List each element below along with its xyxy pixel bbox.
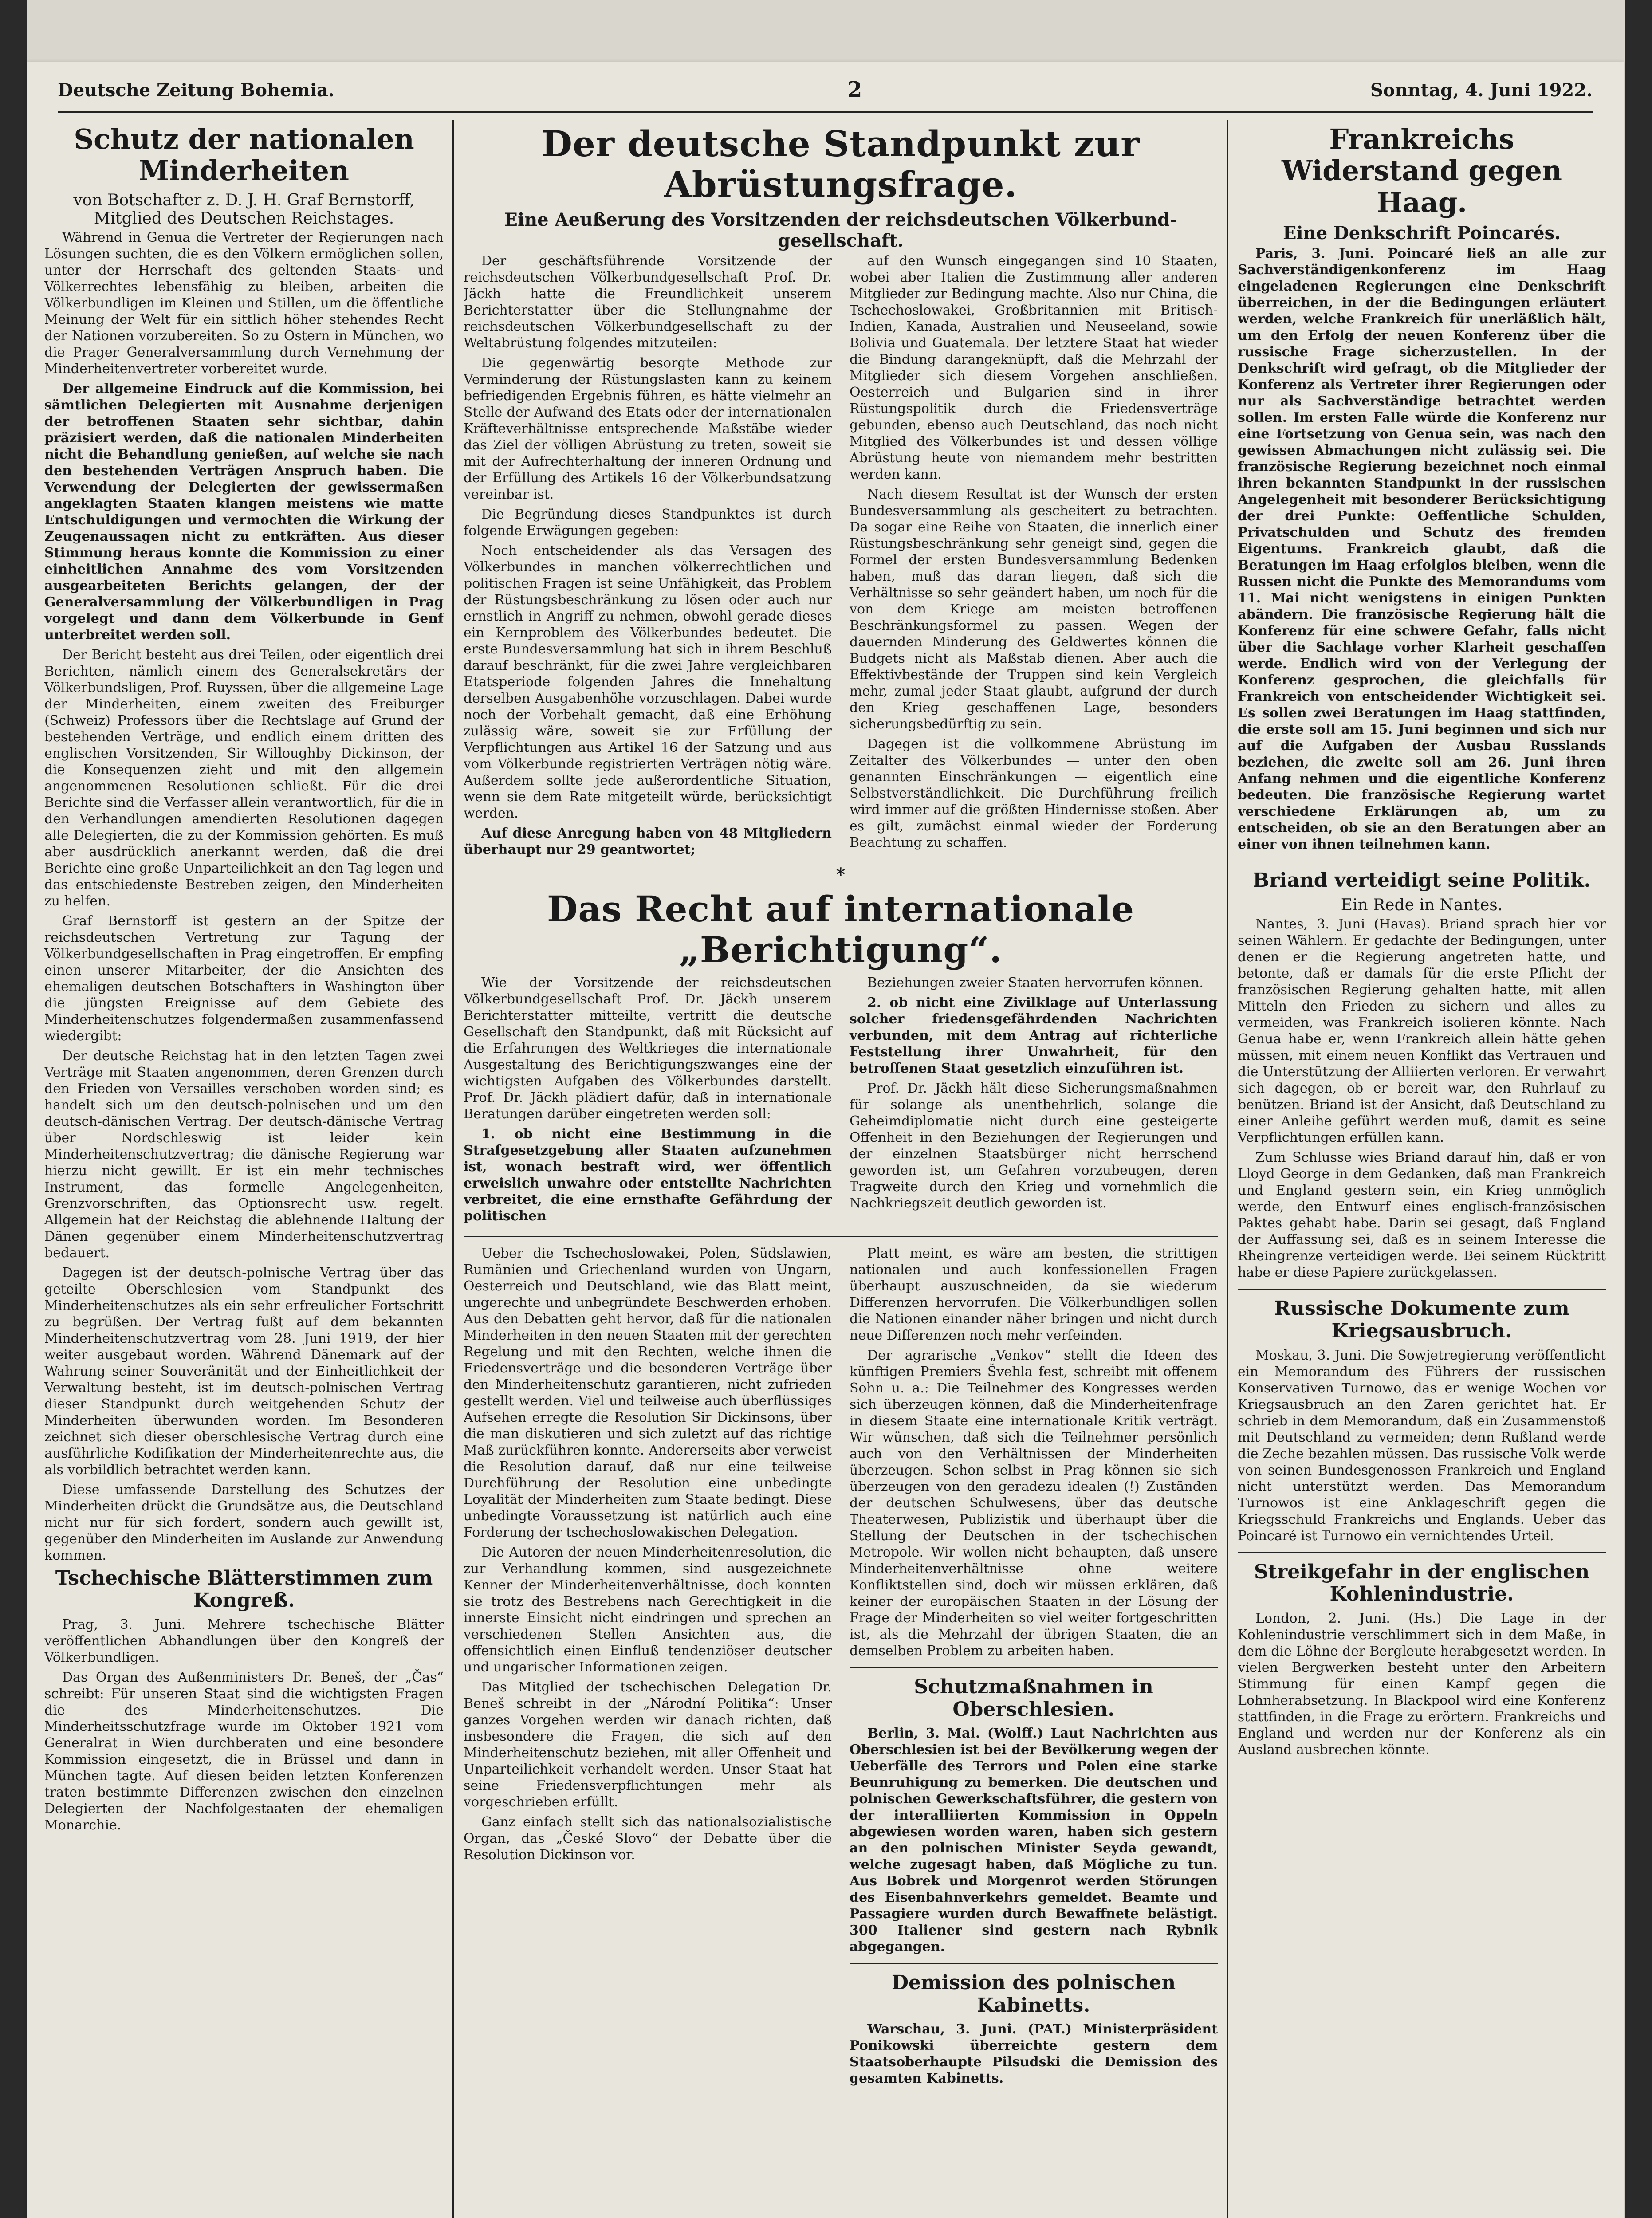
column-rule	[1227, 120, 1228, 2218]
disarmament-paragraph: Nach diesem Resultat ist der Wunsch der ersten Bundesversammlung als gescheitert zu betrachten. Da sogar eine Reihe von Staaten, die innerlich einer Rüstungsbeschränkung sehr geneigt sind, gegen die Formel der ersten Bundesversammlung Bedenken haben, muß das daran liegen, daß sich die Verhältnisse so sehr geändert haben, um noch für die von dem Kriege am meisten betroffenen Beschränkungsformel zu passen. Wegen der dauernden Minderung des Geldwertes können die Budgets nicht als Maßstab dienen. Aber auch die Effektivbestände der Truppen sind kein Vergleich mehr, zumal jeder Staat glaubt, aufgrund der durch den Krieg geschaffenen Lage, besonders sicherungsbedürftig zu sein.	[850, 487, 1218, 732]
czech-press-headline: Tschechische Blätterstimmen zum Kongreß.	[55, 1566, 433, 1612]
separator-star: *	[836, 864, 846, 885]
czech-press-continued	[464, 1245, 1218, 2090]
newspaper-page	[27, 62, 1624, 2218]
upper-silesia-paragraph: Berlin, 3. Mai. (Wolff.) Laut Nachrichten aus Oberschlesien ist bei der Bevölkerung wegen der Ueberfälle des Terrors und Polen eine starke Beunruhigung zu bemerken. Die deutschen und polnischen Gewerkschaftsführer, die gestern von der interalliierten Kommission in Oppeln abgewiesen worden waren, haben sich gestern an den polnischen Minister Seyda gewandt, welche zugesagt haben, daß Mögliche zu tun. Aus Bobrek und Morgenrot werden Störungen des Eisenbahnverkehrs gemeldet. Beamte und Passagiere wurden durch Bewaffnete belästigt. 300 Italiener sind gestern nach Rybnik abgegangen.	[850, 1726, 1218, 1955]
section-divider	[464, 1236, 1218, 1237]
disarmament-paragraph: Auf diese Anregung haben von 48 Mitgliedern überhaupt nur 29 geantwortet;	[464, 826, 832, 857]
minorities-byline: von Botschafter z. D. J. H. Graf Bernstorff, Mitglied des Deutschen Reichstages.	[73, 191, 415, 228]
minorities-paragraph: Der Bericht besteht aus drei Teilen, oder eigentlich drei Berichten, nämlich einem des Generalsekretärs der Völkerbundsligen, Prof. Ruyssen, über die allgemeine Lage der Minderheiten, einem zweiten des Freiburger (Schweiz) Professors über die Rechtslage auf Grund der bestehenden Verträge, und endlich einem dritten des englischen Vorsitzenden, Sir Willoughby Dickinson, der die Konsequenzen zieht und mit den allgemein angenommenen Resolutionen schließt. Für die drei Berichte sind die Verfasser allein verantwortlich, für die in den Verhandlungen amendierten Resolutionen dagegen alle Delegierten, die zu der Kommission gehörten. Es muß aber ausdrücklich anerkannt werden, daß die drei Berichte eine große Unparteilichkeit an den Tag legen und das entschiedenste Bestreben zeigen, den Minderheiten zu helfen.	[44, 647, 444, 909]
column-disarmament	[464, 120, 1218, 2218]
disarmament-paragraph: Der geschäftsführende Vorsitzende der reichsdeutschen Völkerbundgesellschaft Prof. Dr. Jäckh hatte die Freundlichkeit unserem Berichterstatter über die Stellungnahme der reichsdeutschen Völkerbundgesellschaft zu der Weltabrüstung folgendes mitzuteilen:	[464, 253, 832, 351]
disarmament-paragraph: Noch entscheidender als das Versagen des Völkerbundes in manchen völkerrechtlichen und politischen Fragen ist seine Unfähigkeit, das Problem der Rüstungsbeschränkung zu lösen oder auch nur ernstlich in Angriff zu nehmen, obwohl gerade dieses ein Kernproblem des Völkerbundes bedeutet. Die erste Bundesversammlung hat sich in ihrem Beschluß darauf beschränkt, für die zwei Jahre vergleichbaren Etatsperiode folgenden Jahres die Innehaltung derselben Ausgabenhöhe vorzuschlagen. Dabei wurde noch der Vorbehalt gemacht, daß eine Erhöhung zulässig wäre, soweit sie zur Erfüllung der Verpflichtungen aus Artikel 16 der Satzung und aus vom Völkerbunde registrierten Verträgen nötig wäre. Außerdem sollte jede außerordentliche Situation, wenn sie dem Rate mitgeteilt würde, berücksichtigt werden.	[464, 543, 832, 821]
czech-press-paragraph: Ueber die Tschechoslowakei, Polen, Südslawien, Rumänien und Griechenland wurden von Ungarn, Oesterreich und Deutschland, wie das Blatt meint, ungerechte und unbegründete Beschwerden erhoben. Aus den Debatten geht hervor, daß für die nationalen Minderheiten in den neuen Staaten mit der gerechten Regelung und mit den Rechten, welche ihnen die Friedensverträge und die besonderen Verträge über den Minderheitenschutz garantieren, nicht zufrieden gestellt werden. Viel und teilweise auch überflüssiges Aufsehen erregte die Resolution Sir Dickinsons, über die man diskutieren und sich zuletzt auf das richtige Maß zurückführen konnte. Andererseits aber verweist die Resolution darauf, daß nur eine teilweise Durchführung der Resolution eine unbedingte Loyalität der Minderheiten zum Staate bedingt. Diese unbedingte Voraussetzung ist natürlich auch eine Forderung der tschechoslowakischen Delegation.	[464, 1246, 832, 1540]
russia-paragraph: Moskau, 3. Juni. Die Sowjetregierung veröffentlicht ein Memorandum des Führers der russischen Konservativen Turnowo, das er wenige Wochen vor Kriegsausbruch an den Zaren gerichtet hat. Er schrieb in dem Memorandum, daß ein Zusammenstoß mit Deutschland zu vermeiden; denn Rußland werde die Zeche bezahlen müssen. Das russische Volk werde von seinen Bundesgenossen Frankreich und England nicht unterstützt werden. Das Memorandum Turnowos ist eine Anklageschrift gegen die Kriegsschuld Frankreichs und Englands. Ueber das Poincaré ist Turnowo ein vernichtendes Urteil.	[1238, 1347, 1606, 1544]
disarmament-paragraph: auf den Wunsch eingegangen sind 10 Staaten, wobei aber Italien die Zustimmung aller anderen Mitglieder zur Bedingung machte. Also nur China, die Tschechoslowakei, Großbritannien mit Britisch-Indien, Kanada, Australien und Neuseeland, sowie Bolivia und Guatemala. Der letztere Staat hat wieder die Bindung darangeknüpft, daß die Mehrzahl der Mitglieder sich diesem Vorgehen anschließen. Oesterreich und Bulgarien sind in ihrer Rüstungspolitik durch die Friedensverträge gebunden, ebenso auch Deutschland, das noch nicht Mitglied des Völkerbundes ist und dessen völlige Abrüstung heute von niemandem mehr bestritten werden kann.	[850, 253, 1218, 482]
disarmament-body	[464, 253, 1218, 861]
briand-headline: Briand verteidigt seine Politik.	[1253, 869, 1591, 892]
france-headline: Frankreichs Widerstand gegen Haag.	[1282, 123, 1562, 219]
upper-silesia-headline: Schutzmaßnahmen in Oberschlesien.	[914, 1675, 1153, 1721]
correction-paragraph: Beziehungen zweier Staaten hervorrufen können.	[867, 975, 1204, 991]
france-paragraph: Paris, 3. Juni. Poincaré ließ an alle zur Sachverständigenkonferenz im Haag eingeladenen Regierungen eine Denkschrift überreichen, in der die Bedingungen erläutert werden, welche Frankreich für unerläßlich hält, um den Erfolg der neuen Konferenz über die russische Frage sicherzustellen. In der Denkschrift wird gefragt, ob die Mitglieder der Konferenz als Vertreter ihrer Regierungen oder nur als Sachverständige betrachtet werden sollen. Im ersten Falle würde die Konferenz nur eine Fortsetzung von Genua sein, was nach den gewissen Abmachungen nicht zulässig sei. Die französische Regierung bezeichnet noch einmal ihren bekannten Standpunkt in der russischen Angelegenheit mit besonderer Berücksichtigung der drei Punkte: Oeffentliche Schulden, Privatschulden und Schutz des fremden Eigentums. Frankreich glaubt, daß die Beratungen im Haag erfolglos bleiben, wenn die Russen nicht die Punkte des Memorandums vom 11. Mai nicht wenigstens in einigen Punkten abändern. Die französische Regierung hält die Konferenz für eine schwere Gefahr, falls nicht über die Sachlage vorher Klarheit geschaffen werde. Endlich wird von der Verlegung der Konferenz gesprochen, die gleichfalls für Frankreich von entscheidender Wichtigkeit sei. Es sollen zwei Beratungen im Haag stattfinden, die erste soll am 15. Juni beginnen und sich nur auf die Aufgaben der Ausbau Russlands beziehen, die zweite soll am 26. Juni ihren Anfang nehmen und die eigentliche Konferenz bedeuten. Die französische Regierung wartet verschiedene Erklärungen ab, um zu entscheiden, ob sie an den Beratungen aber an einer von ihnen teilnehmen kann.	[1238, 245, 1606, 852]
france-subhead: Eine Denkschrift Poincarés.	[1282, 222, 1561, 244]
polish-cabinet-headline: Demission des polnischen Kabinetts.	[891, 1971, 1176, 2017]
correction-paragraph: 2. ob nicht eine Zivilklage auf Unterlassung solcher friedensgefährdenden Nachrichten verbunden, mit dem Antrag auf richterliche Feststellung ihrer Unwahrheit, für den betroffenen Staat gesetzlich einzuführen ist.	[850, 995, 1218, 1076]
briand-subhead: Ein Rede in Nantes.	[1341, 896, 1503, 915]
czech-press-paragraph: Ganz einfach stellt sich das nationalsozialistische Organ, das „České Slovo“ der Debatte über die Resolution Dickinson vor.	[464, 1814, 832, 1863]
disarmament-paragraph: Dagegen ist die vollkommene Abrüstung im Zeitalter des Völkerbundes — unter den oben genannten Einschränkungen — eigentlich eine Selbstverständlichkeit. Die Durchführung freilich wird immer auf die größten Hindernisse stoßen. Aber es gilt, zumächst einmal wieder der Forderung Beachtung zu schaffen.	[850, 736, 1218, 850]
minorities-paragraph: Diese umfassende Darstellung des Schutzes der Minderheiten drückt die Grundsätze aus, die Deutschland nicht nur für sich fordert, sondern auch gewillt ist, gegenüber den Minderheiten im Auslande zur Anwendung kommen.	[44, 1482, 444, 1563]
czech-press-paragraph: Platt meint, es wäre am besten, die strittigen nationalen und auch konfessionellen Fragen überhaupt auszuschneiden, da sie wiederum Differenzen hervorrufen. Die Völkerbundligen sollen die Nationen einander näher bringen und nicht durch neue Differenzen noch mehr verfeinden.	[850, 1246, 1218, 1343]
column-rule	[452, 120, 454, 2218]
minorities-paragraph: Der deutsche Reichstag hat in den letzten Tagen zwei Verträge mit Staaten angenommen, deren Grenzen durch den Frieden von Versailles verschoben worden sind; es handelt sich um den deutsch-polnischen und um den deutsch-dänischen Vertrag. Der deutsch-dänische Vertrag über Nordschleswig ist leider kein Minderheitenschutzvertrag; die dänische Regierung war hierzu nicht gewillt. Er ist ein mehr technisches Instrument, das formelle Angelegenheiten, Grenzvorschriften, das Optionsrecht usw. regelt. Allgemein hat der Reichstag die ablehnende Haltung der Dänen gegenüber einem Minderheitenschutzvertrag bedauert.	[44, 1048, 444, 1261]
czech-press-paragraph: Der agrarische „Venkov“ stellt die Ideen des künftigen Premiers Švehla fest, schreibt mit offenem Sohn u. a.: Die Teilnehmer des Kongresses werden sich überzeugen können, daß die Minderheitenfrage in diesem Staate eine internationale Kritik verträgt. Wir wünschen, daß sich die Teilnehmer persönlich auch von den Verhältnissen der Minderheiten überzeugen. Schon selbst in Prag können sie sich überzeugen von den geradezu idealen (!) Zuständen der deutschen Schulwesens, über das deutsche Theaterwesen, Publizistik und überhaupt über die Stellung der Deutschen in der tschechischen Metropole. Wir wollen nicht behaupten, daß unsere Minderheitenverhältnisse ohne weitere Konfliktstellen sind, doch wir müssen erklären, daß keiner der europäischen Staaten in der Lösung der Frage der Minderheiten so viel weiter fortgeschritten ist, als die Mehrzahl der übrigen Staaten, die an demselben Problem zu arbeiten haben.	[850, 1348, 1218, 1659]
czech-press-paragraph: Das Mitglied der tschechischen Delegation Dr. Beneš schreibt in der „Národní Politika“: Unser ganzes Vorgehen werden wir danach richten, daß insbesondere die Fragen, die sich auf den Minderheitenschutz beziehen, mit aller Offenheit und Unparteilichkeit verhandelt werden. Unser Staat hat seine Friedensverpflichtungen mehr als vorgeschrieben erfüllt.	[464, 1679, 832, 1810]
scan-edge-right	[1625, 0, 1652, 2218]
section-divider	[850, 1667, 1218, 1668]
disarmament-paragraph: Die gegenwärtig besorgte Methode zur Verminderung der Rüstungslasten kann zu keinem befriedigenden Ergebnis führen, es hätte vielmehr an Stelle der Aufwand des Etats oder der internationalen Kräfteverhältnisse entsprechende Maßstäbe wieder das Ziel der völligen Abrüstung zu treten, soweit sie mit der Aufrechterhaltung der inneren Ordnung und der Erfüllung des Artikels 16 der Völkerbundsatzung vereinbar ist.	[464, 355, 832, 502]
section-divider	[1238, 1289, 1606, 1290]
scan-edge-left	[0, 0, 27, 2218]
minorities-headline: Schutz der nationalen Minderheiten	[74, 123, 414, 187]
page-number: 2	[847, 77, 862, 102]
column-minorities	[44, 120, 444, 2218]
issue-date: Sonntag, 4. Juni 1922.	[1370, 80, 1593, 101]
correction-paragraph: Prof. Dr. Jäckh hält diese Sicherungsmaßnahmen für solange als unentbehrlich, solange die Geheimdiplomatie nicht durch eine gesteigerte Offenheit in den Beziehungen der Regierungen und der einzelnen Staatsbürger nicht herrschend geworden ist, um Gefahren vorzubeugen, deren Tragweite durch den Krieg und vornehmlich die Nachkriegszeit deutlich geworden ist.	[850, 1081, 1218, 1211]
strike-headline: Streikgefahr in der englischen Kohlenindustrie.	[1254, 1560, 1590, 1606]
paper-name: Deutsche Zeitung Bohemia.	[58, 80, 334, 101]
correction-body	[464, 975, 1218, 1228]
russia-headline: Russische Dokumente zum Kriegsausbruch.	[1274, 1297, 1569, 1343]
minorities-paragraph: Dagegen ist der deutsch-polnische Vertrag über das geteilte Oberschlesien vom Standpunkt des Minderheitenschutzes als ein sehr erfreulicher Fortschritt zu begrüßen. Der Vertrag fußt auf dem bekannten Minderheitenschutzvertrag vom 28. Juni 1919, der hier weiter ausgebaut worden. Während Dänemark auf der Wahrung seiner Souveränität und der Einheitlichkeit der Verwaltung besteht, ist im deutsch-polnischen Vertrag dieser Standpunkt durch weitgehenden Schutz der Minderheiten überwunden worden. Im Besonderen zeichnet sich dieser oberschlesische Vertrag durch eine ausführliche Kodifikation der Minderheitenrechte aus, die als vorbildlich betrachtet werden kann.	[44, 1265, 444, 1478]
czech-press-paragraph: Prag, 3. Juni. Mehrere tschechische Blätter veröffentlichen Abhandlungen über den Kongreß der Völkerbundligen.	[44, 1616, 444, 1665]
czech-press-paragraph: Das Organ des Außenministers Dr. Beneš, der „Čas“ schreibt: Für unseren Staat sind die wichtigsten Fragen die des Minderheitenschutzes. Die Minderheitsschutzfrage wurde im Oktober 1921 vom Generalrat in Wien durchberaten und eine besondere Kommission eingesetzt, die in Brüssel und dann in München tagte. Auf diesen beiden letzten Konferenzen traten bestimmte Differenzen zwischen den einzelnen Delegierten der Nachfolgestaaten der ehemaligen Monarchie.	[44, 1669, 444, 1833]
column-france	[1238, 120, 1606, 2218]
correction-paragraph: 1. ob nicht eine Bestimmung in die Strafgesetzgebung aller Staaten aufzunehmen ist, wonach bestraft wird, wer öffentlich erweislich unwahre oder entstellte Nachrichten verbreitet, die eine ernsthafte Gefährdung der politischen	[464, 1126, 832, 1224]
section-divider	[1238, 1552, 1606, 1553]
masthead	[58, 62, 1593, 113]
correction-paragraph: Wie der Vorsitzende der reichsdeutschen Völkerbundgesellschaft Prof. Dr. Jäckh unserem Berichterstatter mitteilte, vertritt die deutsche Gesellschaft den Standpunkt, daß mit Rücksicht auf die Erfahrungen des Weltkrieges die internationale Ausgestaltung des Berichtigungszwanges eine der wichtigsten Aufgaben des Völkerbundes darstellt. Prof. Dr. Jäckh plädiert dafür, daß in internationale Beratungen darüber eingetreten werden soll:	[464, 975, 832, 1122]
minorities-paragraph: Der allgemeine Eindruck auf die Kommission, bei sämtlichen Delegierten mit Ausnahme derjenigen der betroffenen Staaten sehr sichtbar, dahin präzisiert werden, daß die nationalen Minderheiten nicht die Behandlung genießen, auf welche sie nach den bestehenden Verträgen Anspruch haben. Die Verwendung der Delegierten der gewissermaßen angeklagten Staaten klangen meistens wie matte Entschuldigungen und vermochten die Wirkung der Zeugenaussagen nicht zu entkräften. Aus dieser Stimmung heraus konnte die Kommission zu einer einheitlichen Annahme des vom Vorsitzenden ausgearbeiteten Berichts gelangen, der der Generalversammlung der Völkerbundligen in Prag vorgelegt und dann dem Völkerbunde in Genf unterbreitet werden soll.	[44, 381, 444, 643]
correction-headline: Das Recht auf internationale „Berichtigung“.	[547, 888, 1134, 971]
briand-paragraph: Nantes, 3. Juni (Havas). Briand sprach hier vor seinen Wählern. Er gedachte der Bedingungen, unter denen er die Regierung angetreten hatte, und betonte, daß er damals für die erste Pflicht der französischen Regierung gehalten hatte, mit allen Mitteln den Frieden zu sichern und alles zu vermeiden, was Frankreich isolieren könnte. Nach Genua habe er, wenn Frankreich allein hätte gehen müssen, mit einem neuen Konflikt das Vertrauen und die Unterstützung der Alliierten verloren. Er verwahrt sich dagegen, ob er bereit war, den Ruhrlauf zu benützen. Briand ist der Ansicht, daß Deutschland zu einer Anleihe geführt werden muß, damit es seine Verpflichtungen erfüllen kann.	[1238, 916, 1606, 1146]
czech-press-paragraph: Die Autoren der neuen Minderheitenresolution, die zur Verhandlung kommen, sind ausgezeichnete Kenner der Minderheitenverhältnisse, doch konnten sie trotz des Bestrebens nach Gerechtigkeit in die innerste Einsicht nicht eindringen und sprechen an verschiedenen Stellen Ansichten aus, die offensichtlich einen Einfluß tendenziöser deutscher und ungarischer Informationen zeigen.	[464, 1545, 832, 1675]
disarmament-paragraph: Die Begründung dieses Standpunktes ist durch folgende Erwägungen gegeben:	[464, 507, 832, 539]
minorities-paragraph: Graf Bernstorff ist gestern an der Spitze der reichsdeutschen Vertretung zur Tagung der Völkerbundgesellschaften in Prag eingetroffen. Er empfing einen unserer Mitarbeiter, der die Ansichten des ehemaligen deutschen Botschafters in Washington über die jüngsten Ereignisse auf dem Gebiete des Minderheitenschutzes folgendermaßen zusammenfassend wiedergibt:	[44, 913, 444, 1044]
minorities-paragraph: Während in Genua die Vertreter der Regierungen nach Lösungen suchten, die es den Völkern ermöglichen sollen, unter der Herrschaft des geltenden Staats- und Völkerrechtes lebensfähig zu bleiben, arbeiten die Völkerbundligen im Kleinen und Stillen, um die öffentliche Meinung der Welt für ein sittlich höher stehendes Recht der Nationen vorzubereiten. So zu Ostern in München, wo die Prager Generalversammlung durch Vernehmung der Minderheitenvertreter vorbereitet wurde.	[44, 229, 444, 377]
disarmament-headline: Der deutsche Standpunkt zur Abrüstungsfrage.	[541, 123, 1140, 205]
polish-cabinet-paragraph: Warschau, 3. Juni. (PAT.) Ministerpräsident Ponikowski überreichte gestern dem Staatsoberhaupte Pilsudski die Demission des gesamten Kabinetts.	[850, 2021, 1218, 2087]
strike-paragraph: London, 2. Juni. (Hs.) Die Lage in der Kohlenindustrie verschlimmert sich in dem Maße, in dem die Löhne der Bergleute herabgesetzt werden. In vielen Bergwerken besteht unter den Arbeitern Stimmung für einen Kampf gegen die Lohnherabsetzung. In Blackpool wird eine Konferenz stattfinden, in die Frage zu erörtern. Frankreichs und England und werden nur der Konferenz als ein Ausland ausbrechen könnte.	[1238, 1610, 1606, 1758]
section-divider	[850, 1963, 1218, 1964]
briand-paragraph: Zum Schlusse wies Briand darauf hin, daß er von Lloyd George in dem Gedanken, daß man Frankreich und England gestern sein, ein Krieg unmöglich werde, den Entwurf eines englisch-französischen Paktes gehabt habe. Darin sei gesagt, daß England der Auffassung sei, daß es in seinem Interesse die Rheingrenze verteidigen werde. Bei seinem Rücktritt habe er diese Papiere zurückgelassen.	[1238, 1150, 1606, 1281]
disarmament-subhead: Eine Aeußerung des Vorsitzenden der reichsdeutschen Völkerbund-gesellschaft.	[504, 209, 1177, 251]
